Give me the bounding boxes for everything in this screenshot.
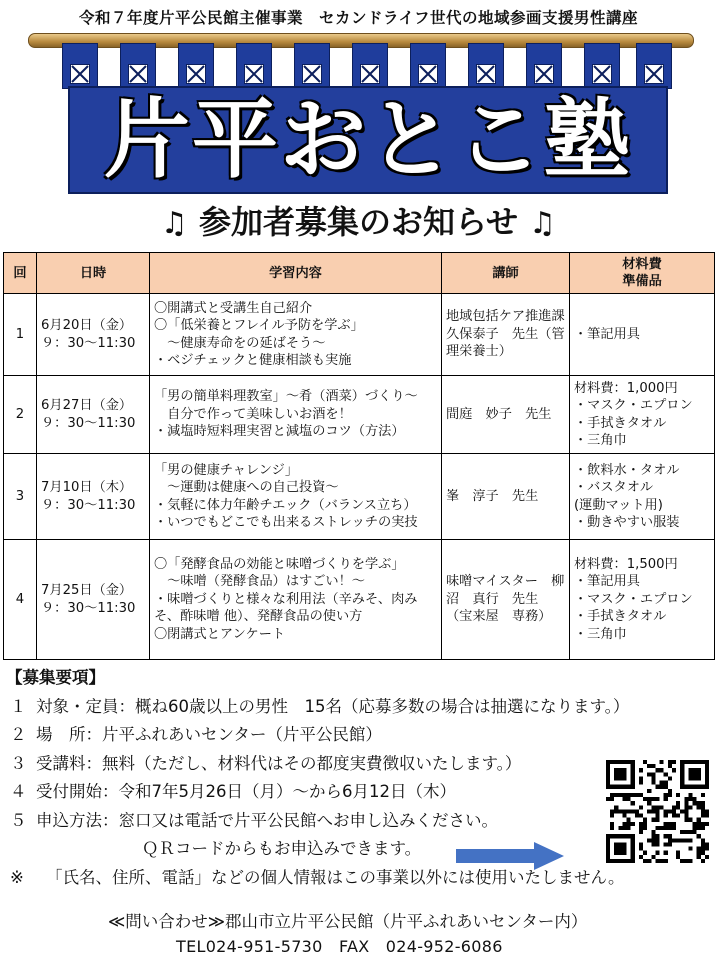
header-lecturer: 講師 (442, 253, 570, 294)
row-content: 〇「発酵食品の効能と味噌づくりを学ぶ」 ～味噌（発酵食品）はすごい！～ ・味噌づくりと様々な利用法（辛みそ、肉みそ、酢味噌 他）、発酵食品の使い方 〇閉講式とアンケート (150, 540, 442, 660)
qr-code[interactable] (606, 760, 709, 863)
row-no: 2 (4, 376, 37, 454)
row-no: 4 (4, 540, 37, 660)
table-row (4, 454, 715, 540)
row-materials: 材料費：1,500円 ・筆記用具 ・マスク・エプロン ・手拭きタオル ・三角巾 (570, 540, 715, 660)
arrow-right-icon (456, 842, 564, 870)
subtitle (0, 202, 717, 244)
banner-tab (62, 43, 98, 89)
row-datetime: 6月27日（金） ９：30～11:30 (37, 376, 150, 454)
music-note-icon: ♫ (529, 206, 557, 241)
table-row (4, 540, 715, 660)
cross-box-icon (302, 64, 322, 84)
row-materials: 材料費：1,000円 ・マスク・エプロン ・手拭きタオル ・三角巾 (570, 376, 715, 454)
row-datetime: 7月10日（木） ９：30～11:30 (37, 454, 150, 540)
cross-box-icon (186, 64, 206, 84)
banner-tab (636, 43, 672, 89)
tel-fax: TEL024-951-5730 FAX 024-952-6086 (176, 937, 503, 956)
header-text: 令和７年度片平公民館主催事業 セカンドライフ世代の地域参画支援男性講座 (78, 9, 639, 27)
banner-tab (294, 43, 330, 89)
table-row (4, 294, 715, 376)
cross-box-icon (128, 64, 148, 84)
contact-info: ≪問い合わせ≫郡山市立片平公民館（片平ふれあいセンター内） (108, 912, 588, 931)
requirement-item: ４ 受付開始：令和7年5月26日（月）～から6月12日（木） (10, 782, 456, 801)
row-content: 「男の簡単料理教室」～肴（酒菜）づくり～ 自分で作って美味しいお酒を！ ・減塩時短料理実習と減塩のコツ（方法） (150, 376, 442, 454)
cross-box-icon (476, 64, 496, 84)
row-no: 3 (4, 454, 37, 540)
privacy-note: ※ 「氏名、住所、電話」などの個人情報はこの事業以外には使用いたしません。 (10, 867, 625, 887)
row-datetime: 7月25日（金） ９：30～11:30 (37, 540, 150, 660)
cross-box-icon (644, 64, 664, 84)
banner-tab (178, 43, 214, 89)
row-no: 1 (4, 294, 37, 376)
requirement-item: ３ 受講料：無料（ただし、材料代はその都度実費徴収いたします。） (10, 753, 522, 773)
row-lecturer: 地域包括ケア推進課 久保泰子 先生（管理栄養士） (442, 294, 570, 376)
banner-tab (584, 43, 620, 89)
schedule-table (3, 252, 715, 660)
cross-box-icon (592, 64, 612, 84)
row-content: 〇開講式と受講生自己紹介 〇「低栄養とフレイル予防を学ぶ」 ～健康寿命をの延ばそう～ ・ベジチェックと健康相談も実施 (150, 294, 442, 376)
header-content: 学習内容 (150, 253, 442, 294)
banner-tab (352, 43, 388, 89)
music-note-icon: ♫ (160, 206, 188, 241)
cross-box-icon (534, 64, 554, 84)
cross-box-icon (244, 64, 264, 84)
row-lecturer: 味噌マイスター 柳沼 真行 先生 （宝来屋 専務） (442, 540, 570, 660)
header-date: 日時 (37, 253, 150, 294)
qr-line: ＱＲコードからもお申込みできます。 (142, 839, 422, 858)
banner-tab (120, 43, 156, 89)
header-no: 回 (4, 253, 37, 294)
header-materials: 材料費 準備品 (570, 253, 715, 294)
banner-tab (526, 43, 562, 89)
requirement-item: ２ 場 所：片平ふれあいセンター（片平公民館） (10, 725, 382, 744)
banner-tab (410, 43, 446, 89)
banner-tab (236, 43, 272, 89)
table-header-row (4, 253, 715, 294)
banner-tab (468, 43, 504, 89)
row-materials: ・飲料水・タオル ・バスタオル (運動マット用) ・動きやすい服装 (570, 454, 715, 540)
row-materials: ・筆記用具 (570, 294, 715, 376)
requirements-title: 【募集要項】 (6, 668, 105, 687)
subtitle-text: 参加者募集のお知らせ (198, 203, 519, 241)
row-lecturer: 間庭 妙子 先生 (442, 376, 570, 454)
cross-box-icon (70, 64, 90, 84)
page-title: 片平おとこ塾 (104, 90, 632, 190)
requirement-item: １ 対象・定員：概ね60歳以上の男性 15名（応募多数の場合は抽選になります。） (10, 696, 630, 716)
row-datetime: 6月20日（金） ９：30～11:30 (37, 294, 150, 376)
requirement-item: ５ 申込方法：窓口又は電話で片平公民館へお申し込みください。 (10, 810, 498, 830)
cross-box-icon (418, 64, 438, 84)
row-lecturer: 峯 淳子 先生 (442, 454, 570, 540)
row-content: 「男の健康チャレンジ」 ～運動は健康への自己投資～ ・気軽に体力年齢チエック（バランス立ち） ・いつでもどこでも出来るストレッチの実技 (150, 454, 442, 540)
table-row (4, 376, 715, 454)
cross-box-icon (360, 64, 380, 84)
